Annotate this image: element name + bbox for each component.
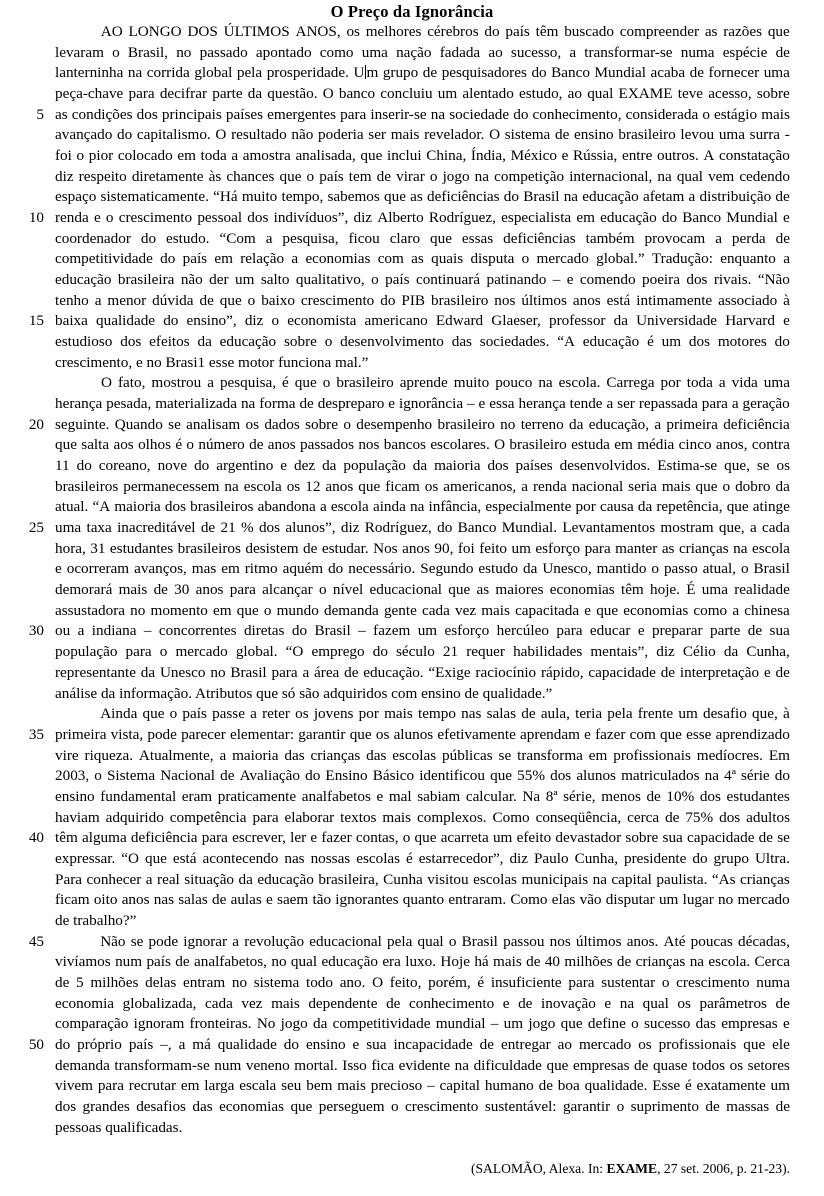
line-number: 15	[28, 312, 44, 330]
line-text: 2003, o Sistema Nacional de Avaliação do Ensino Básico identificou que 55% dos alunos matriculados na 4ª série do	[55, 767, 790, 785]
line-text: levaram o Brasil, no passado apontado como uma nação fadada ao sucesso, a transformar-se numa espécie de	[55, 43, 790, 61]
line-text: educação brasileira não der um salto qualitativo, o país continuará patinando – e comendo poeira dos rivais. “Não	[55, 271, 790, 289]
text-line	[0, 270, 824, 291]
line-text: de 5 milhões delas entram no sistema todo ano. O feito, porém, é insuficiente para sustentar o crescimento numa	[55, 973, 790, 991]
line-text: têm alguma deficiência para escrever, ler e fazer contas, o que acarreta um efeito devastador sobre sua capacidade de se	[55, 829, 790, 847]
text-line	[0, 828, 824, 849]
text-line	[0, 725, 824, 746]
text-line	[0, 435, 824, 456]
line-number: 5	[36, 105, 44, 123]
attribution-source: EXAME	[606, 1160, 658, 1176]
line-text: renda e o crescimento pessoal dos indivíduos”, diz Alberto Rodríguez, especialista em educação do Banco Mundial e	[55, 209, 790, 227]
source-attribution	[55, 1142, 790, 1196]
text-line	[0, 187, 824, 208]
text-line	[0, 952, 824, 973]
page-title: O Preço da Ignorância	[330, 2, 494, 21]
text-line	[0, 808, 824, 829]
line-number: 50	[28, 1035, 44, 1053]
line-text: vire riqueza. Atualmente, a maioria das crianças das escolas públicas se transforma em profissionais medíocres. Em	[55, 746, 790, 764]
line-text: economia globalizada, cada vez mais dependente de conhecimento e de inovação e na qual os parâmetros de	[55, 994, 790, 1012]
line-text: primeira vista, pode parecer elementar: garantir que os alunos efetivamente aprendam e fazer com que esse aprendizado	[55, 725, 790, 743]
attribution-prefix: (SALOMÃO, Alexa. In:	[470, 1160, 607, 1176]
text-line	[0, 580, 824, 601]
text-line	[0, 870, 824, 891]
text-line	[0, 332, 824, 353]
line-text: assustadora no momento em que o mundo demanda gente cada vez mais capacitada e que economias como a chinesa	[55, 601, 790, 619]
line-text: estudioso dos efeitos da educação sobre o desenvolvimento das sociedades. “A educação é um dos motores do	[55, 333, 790, 351]
text-line	[0, 704, 824, 725]
text-line	[0, 167, 824, 188]
line-text: demanda transformam-se num veneno mortal. Isso fica evidente na dificuldade que empresas de quase todos os setores	[55, 1056, 790, 1074]
text-line	[0, 849, 824, 870]
line-text: e ocorreram avanços, mas em ritmo aquém do necessário. Segundo estudo da Unesco, mantido o passo atual, o Brasil	[55, 560, 790, 578]
text-line	[0, 373, 824, 394]
line-text: as condições dos principais países emergentes para inserir-se na sociedade do conhecimento, considerada o estágio mais	[55, 105, 790, 123]
text-line	[0, 559, 824, 580]
line-number: 10	[28, 209, 44, 227]
text-line	[0, 932, 824, 953]
text-line	[0, 1035, 824, 1056]
line-text: ou a indiana – concorrentes diretas do Brasil – fazem um esforço hercúleo para educar e preparar parte de sua	[55, 622, 790, 640]
line-text: Não se pode ignorar a revolução educacional pela qual o Brasil passou nos últimos anos. Até poucas décadas,	[55, 932, 790, 953]
line-text: representante da Unesco no Brasil para a área de educação. “Exige raciocínio rápido, capacidade de interpretação e de	[55, 663, 790, 681]
line-number: 25	[28, 519, 44, 537]
line-text: hora, 31 estudantes brasileiros desistem de estudar. Nos anos 90, foi feito um esforço para manter as crianças na escola	[55, 539, 790, 557]
paragraph-indent	[55, 22, 95, 43]
line-text: vivem para recrutar em larga escala seu bem mais precioso – capital humano de boa qualidade. Esse é exatamente um	[55, 1077, 790, 1095]
text-line	[0, 973, 824, 994]
text-line	[0, 1056, 824, 1077]
text-line	[0, 684, 824, 705]
line-text: atual. “A maioria dos brasileiros abandona a escola ainda na infância, especialmente por causa da repetência, que atinge	[55, 498, 790, 516]
text-line	[0, 890, 824, 911]
text-line	[0, 746, 824, 767]
line-text: seguinte. Quando se analisam os dados sobre o desempenho brasileiro no terreno da educação, a primeira deficiência	[55, 415, 790, 433]
article-body	[0, 22, 824, 1138]
text-line	[0, 1076, 824, 1097]
text-line	[0, 43, 824, 64]
line-text: expressar. “O que está acontecendo nas nossas escolas é estarrecedor”, diz Paulo Cunha, presidente do grupo Ultra.	[55, 849, 790, 867]
line-text: ensino fundamental eram praticamente analfabetos e mal sabiam calcular. Na 8ª série, menos de 10% dos estudantes	[55, 787, 790, 805]
paragraph-indent	[55, 932, 95, 953]
line-text: do próprio país –, a má qualidade do ensino e sua incapacidade de entregar ao mercado os profissionais que ele	[55, 1035, 790, 1053]
text-line	[0, 125, 824, 146]
line-number: 45	[28, 932, 44, 950]
line-text: análise da informação. Atributos que só são adquiridos com ensino de qualidade.”	[55, 684, 553, 702]
line-text: comparação ignoram fronteiras. No jogo da competitividade mundial – um jogo que define o sucesso das empresas e	[55, 1015, 790, 1033]
text-line	[0, 456, 824, 477]
text-line	[0, 477, 824, 498]
line-text: tenho a menor dúvida de que o baixo crescimento do PIB brasileiro nos últimos anos está intimamente associado à	[55, 291, 790, 309]
text-line	[0, 22, 824, 43]
text-line	[0, 208, 824, 229]
text-line	[0, 1014, 824, 1035]
paragraph-indent	[55, 373, 95, 394]
line-text: haviam adquirido competência para elaborar textos mais complexos. Como conseqüência, cerca de 75% dos adultos	[55, 808, 790, 826]
line-number: 40	[28, 829, 44, 847]
line-text: vivíamos num país de analfabetos, no qual educação era luxo. Hoje há mais de 40 milhões de crianças na escola. Cerca	[55, 953, 790, 971]
line-text: O fato, mostrou a pesquisa, é que o brasileiro aprende muito pouco na escola. Carrega por toda a vida uma	[55, 373, 790, 394]
text-line	[0, 539, 824, 560]
line-text: brasileiros permanecessem na escola os 12 anos que ficam os americanos, a renda nacional seria mais que o dobro da	[55, 477, 790, 495]
text-line	[0, 249, 824, 270]
text-line	[0, 394, 824, 415]
text-line	[0, 84, 824, 105]
attribution-suffix: , 27 set. 2006, p. 21-23).	[657, 1160, 790, 1176]
line-text: AO LONGO DOS ÚLTIMOS ANOS, os melhores cérebros do país têm buscado compreender as razões que	[55, 22, 790, 43]
text-line	[0, 311, 824, 332]
text-line	[0, 663, 824, 684]
line-text: baixa qualidade do ensino”, diz o economista americano Edward Glaeser, professor da Universidade Harvard e	[55, 312, 790, 330]
line-text: de trabalho?”	[55, 911, 137, 929]
line-text: pessoas qualificadas.	[55, 1118, 183, 1136]
line-text: diz respeito diretamente às chances que o país tem de virar o jogo na competição internacional, na qual vem cedendo	[55, 167, 790, 185]
text-line	[0, 146, 824, 167]
line-text: crescimento, e no Brasi1 esse motor funciona mal.”	[55, 353, 369, 371]
text-line	[0, 105, 824, 126]
line-text: ficam oito anos nas salas de aulas e saem tão ignorantes quanto entraram. Como elas vão disputar um lugar no mercado	[55, 891, 790, 909]
text-line	[0, 353, 824, 374]
line-text: dos grandes desafios das economias que perseguem o crescimento sustentável: garantir o suprimento de massas de	[55, 1097, 790, 1115]
text-line	[0, 518, 824, 539]
text-line	[0, 1118, 824, 1139]
line-text: Ainda que o país passe a reter os jovens por mais tempo nas salas de aula, teria pela frente um desafio que, à	[55, 704, 790, 725]
line-text: que salta aos olhos é o número de anos passados nos bancos escolares. O brasileiro estuda em média cinco anos, contra	[55, 436, 790, 454]
line-text: lanterninha na corrida global pela prosperidade. U m grupo de pesquisadores do Banco Mundial acaba de fornecer uma	[55, 64, 790, 82]
text-line	[0, 291, 824, 312]
line-text: avançado do capitalismo. O resultado não poderia ser mais revelador. O sistema de ensino brasileiro levou uma surra -	[55, 126, 790, 144]
line-text: herança pesada, materializada na forma de despreparo e ignorância – e essa herança tende a ser repassada para a geração	[55, 395, 790, 413]
text-line	[0, 415, 824, 436]
line-number: 35	[28, 725, 44, 743]
text-line	[0, 766, 824, 787]
line-text: população para o mercado global. “O emprego do século 21 requer habilidades mentais”, diz Célio da Cunha,	[55, 643, 790, 661]
text-line	[0, 994, 824, 1015]
line-text: peça-chave para decifrar parte da questão. O banco concluiu um alentado estudo, ao qual EXAME teve acesso, sobre	[55, 85, 790, 103]
line-number: 20	[28, 415, 44, 433]
text-line	[0, 911, 824, 932]
line-text: 11 do coreano, nove do argentino e dez da população da maioria dos países desenvolvidos. Estima-se que, se os	[55, 457, 790, 475]
paragraph-indent	[55, 704, 95, 725]
text-line	[0, 63, 824, 84]
line-text: foi o pior colocado em toda a amostra analisada, que inclui China, Índia, México e Rússia, entre outros. A constatação	[55, 147, 790, 165]
text-line	[0, 787, 824, 808]
text-line	[0, 642, 824, 663]
line-text: demorará mais de 30 anos para alcançar o nível educacional que as maiores economias têm hoje. É uma realidade	[55, 581, 790, 599]
text-line	[0, 497, 824, 518]
line-number: 30	[28, 622, 44, 640]
line-text: Para conhecer a real situação da educação brasileira, Cunha visitou escolas municipais na capital paulista. “As crianças	[55, 870, 790, 888]
text-line	[0, 1097, 824, 1118]
text-line	[0, 229, 824, 250]
line-text: competitividade do país em relação a economias com as quais disputa o mercado global.” Tradução: enquanto a	[55, 250, 790, 268]
text-line	[0, 621, 824, 642]
line-text: coordenador do estudo. “Com a pesquisa, ficou claro que essas deficiências também provocam a perda de	[55, 229, 790, 247]
line-text: espaço sistematicamente. “Há muito tempo, sabemos que as deficiências do Brasil na educação afetam a distribuição de	[55, 188, 790, 206]
text-line	[0, 601, 824, 622]
line-text: uma taxa inacreditável de 21 % dos alunos”, diz Rodríguez, do Banco Mundial. Levantamentos mostram que, a cada	[55, 519, 790, 537]
